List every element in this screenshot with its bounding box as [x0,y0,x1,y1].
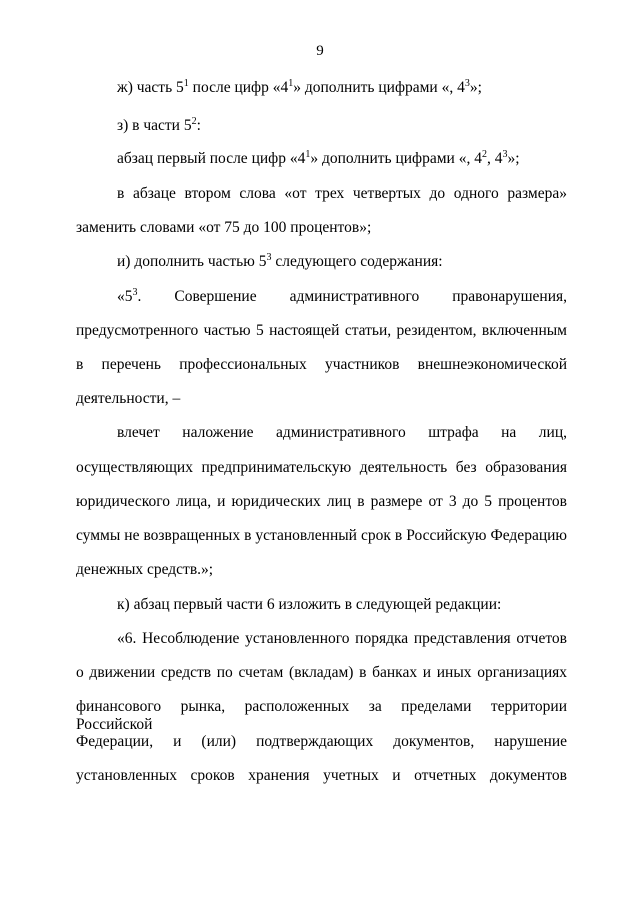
text-line: деятельности, – [76,390,181,407]
amendment-k: к) абзац первый части 6 изложить в следующей редакции: [117,596,502,613]
amendment-z-paragraph-2-cont: заменить словами «от 75 до 100 процентов»; [76,219,372,236]
text-line: финансового рынка, расположенных за пределами территории Российской [76,698,567,733]
text-line: в перечень профессиональных участников внешнеэкономической [76,356,567,373]
new-part-6: «6. Несоблюдение установленного порядка представления отчетов [117,630,567,647]
page-number: 9 [316,43,324,59]
text-line: юридического лица, и юридических лиц в размере от 3 до 5 процентов [76,493,567,510]
amendment-zh: ж) часть $5^1$ после цифр «$4^1$» дополнить цифрами «, $4^3$»; [117,77,482,96]
amendment-i: и) дополнить частью $5^3$ следующего содержания: [117,251,443,270]
text-line: Федерации, и (или) подтверждающих документов, нарушение [76,733,567,750]
text-line: предусмотренного частью 5 настоящей статьи, резидентом, включенным [76,322,567,339]
penalty-line: влечет наложение административного штрафа на лиц, [117,424,567,441]
amendment-z: з) в части $5^2$: [117,115,201,134]
amendment-z-paragraph-1: абзац первый после цифр «$4^1$» дополнить цифрами «, $4^2$, $4^3$»; [117,148,520,167]
amendment-z-paragraph-2: в абзаце втором слова «от трех четвертых до одного размера» [117,185,567,202]
new-part-5-3: «$5^3$. Совершение административного правонарушения, [117,286,567,305]
text-line: установленных сроков хранения учетных и отчетных документов [76,767,567,784]
text-line: денежных средств.»; [76,561,214,578]
text-line: суммы не возвращенных в установленный срок в Российскую Федерацию [76,527,567,544]
text-line: осуществляющих предпринимательскую деятельность без образования [76,459,567,476]
text-line: о движении средств по счетам (вкладам) в банках и иных организациях [76,664,567,681]
